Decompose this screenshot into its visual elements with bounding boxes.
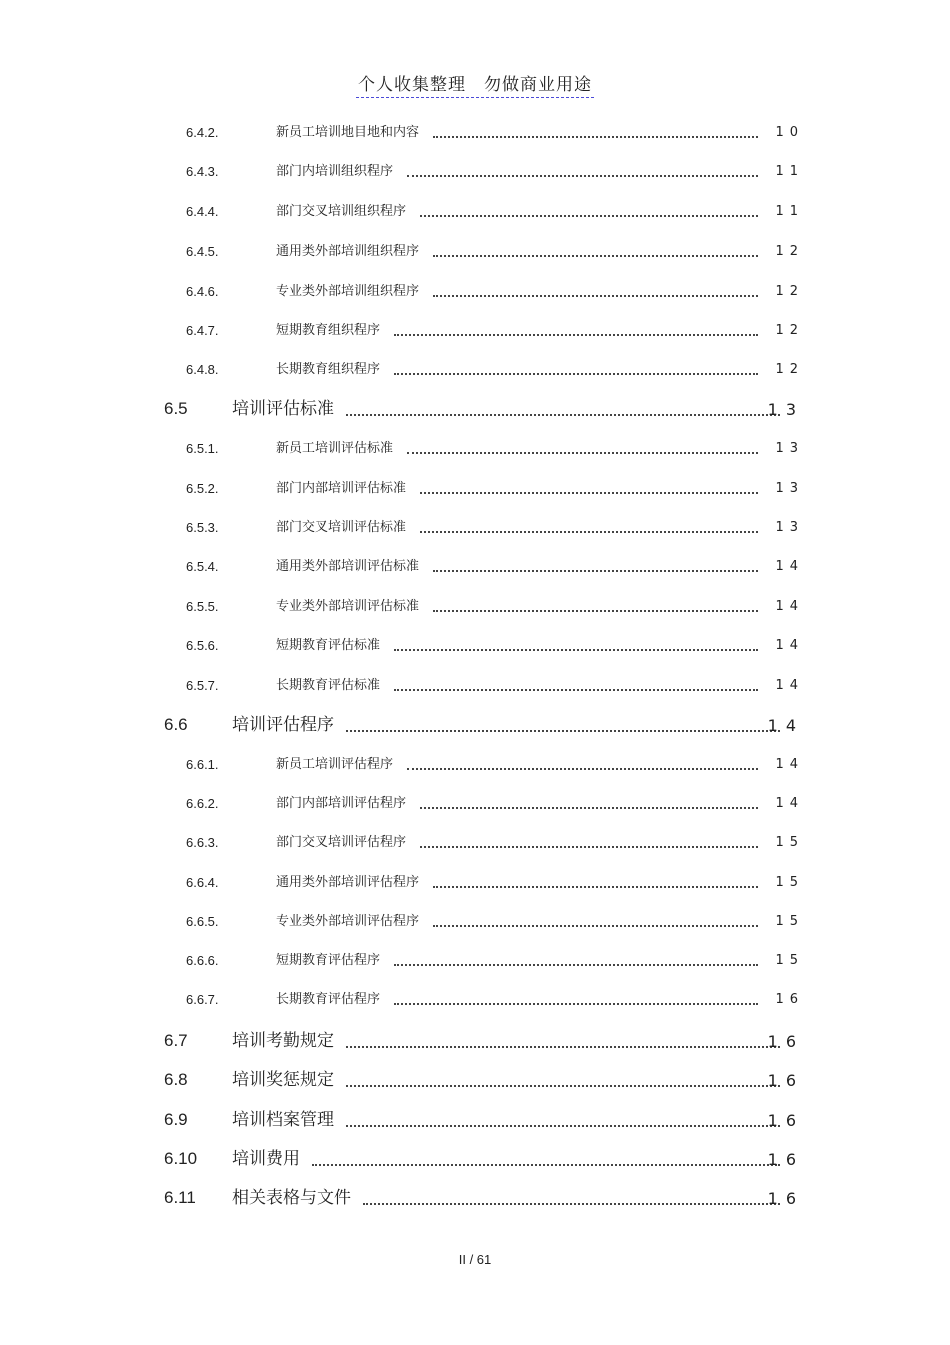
toc-entry-number: 6.4.7. (186, 323, 219, 338)
toc-entry[interactable] (0, 911, 950, 931)
toc-section-entry[interactable] (0, 1067, 950, 1091)
toc-section-number: 6.7 (164, 1031, 188, 1050)
toc-entry-number: 6.6.4. (186, 875, 219, 890)
page-number-footer: II / 61 (458, 1252, 492, 1267)
dot-leader (420, 804, 758, 809)
toc-entry-title: 新员工培训评估程序 (276, 757, 394, 772)
toc-entry[interactable] (0, 438, 950, 458)
dot-leader (433, 133, 758, 138)
toc-section-title: 培训费用 (232, 1149, 300, 1169)
toc-entry[interactable] (0, 241, 950, 261)
toc-section-entry[interactable] (0, 1028, 950, 1052)
toc-entry-page: 14 (775, 678, 804, 693)
toc-entry-number: 6.6.5. (186, 914, 219, 929)
dot-leader (346, 1082, 780, 1087)
toc-entry-title: 部门内部培训评估程序 (276, 796, 407, 811)
toc-entry[interactable] (0, 832, 950, 852)
toc-entry-number: 6.6.7. (186, 992, 219, 1007)
toc-section-page: 16 (767, 1032, 804, 1051)
toc-section-title: 培训考勤规定 (232, 1031, 334, 1051)
toc-entry-page: 14 (775, 599, 804, 614)
toc-entry[interactable] (0, 517, 950, 537)
toc-entry-title: 新员工培训评估标准 (276, 441, 394, 456)
toc-section-page: 16 (767, 1111, 804, 1130)
toc-section-number: 6.11 (164, 1188, 196, 1207)
toc-section-entry[interactable] (0, 1107, 950, 1131)
dot-leader (433, 292, 758, 297)
toc-entry-number: 6.6.6. (186, 953, 219, 968)
dot-leader (394, 646, 758, 651)
toc-section-number: 6.8 (164, 1070, 188, 1089)
toc-section-title: 培训评估标准 (232, 399, 334, 419)
toc-section-page: 16 (767, 1071, 804, 1090)
toc-entry-page: 13 (775, 520, 804, 535)
dot-leader (394, 331, 758, 336)
dot-leader (407, 765, 758, 770)
toc-section-title: 培训档案管理 (232, 1110, 334, 1130)
toc-entry-number: 6.4.8. (186, 362, 219, 377)
toc-section-number: 6.10 (164, 1149, 198, 1168)
dot-leader (433, 567, 758, 572)
toc-entry-number: 6.4.2. (186, 125, 219, 140)
toc-entry-number: 6.5.4. (186, 559, 219, 574)
toc-entry-title: 通用类外部培训评估程序 (276, 875, 420, 890)
toc-section-title: 培训评估程序 (232, 715, 334, 735)
toc-entry-page: 15 (775, 875, 804, 890)
dot-leader (420, 489, 758, 494)
toc-section-title: 相关表格与文件 (232, 1188, 351, 1208)
dot-leader (433, 252, 758, 257)
toc-entry[interactable] (0, 281, 950, 301)
toc-section-page: 13 (767, 400, 804, 419)
toc-entry-number: 6.5.1. (186, 441, 219, 456)
dot-leader (394, 686, 758, 691)
toc-entry-title: 专业类外部培训组织程序 (276, 284, 420, 299)
toc-entry[interactable] (0, 122, 950, 142)
toc-entry-title: 长期教育组织程序 (276, 362, 381, 377)
toc-entry[interactable] (0, 675, 950, 695)
toc-entry-title: 部门内部培训评估标准 (276, 481, 407, 496)
toc-entry-title: 部门内培训组织程序 (276, 164, 394, 179)
toc-entry[interactable] (0, 359, 950, 379)
toc-entry[interactable] (0, 754, 950, 774)
toc-entry-number: 6.4.3. (186, 164, 219, 179)
toc-entry[interactable] (0, 793, 950, 813)
page-header (0, 70, 950, 98)
toc-entry-title: 专业类外部培训评估标准 (276, 599, 420, 614)
dot-leader (394, 961, 758, 966)
toc-entry-number: 6.4.4. (186, 204, 219, 219)
toc-entry-title: 部门交叉培训评估程序 (276, 835, 407, 850)
toc-entry-page: 14 (775, 757, 804, 772)
toc-entry-page: 16 (775, 992, 804, 1007)
toc-entry-title: 长期教育评估标准 (276, 678, 381, 693)
dot-leader (407, 172, 758, 177)
toc-entry-title: 通用类外部培训组织程序 (276, 244, 420, 259)
toc-entry[interactable] (0, 556, 950, 576)
toc-entry-title: 部门交叉培训评估标准 (276, 520, 407, 535)
toc-entry-number: 6.5.6. (186, 638, 219, 653)
toc-entry[interactable] (0, 478, 950, 498)
header-text: 个人收集整理 勿做商业用途 (356, 70, 594, 98)
toc-entry-title: 长期教育评估程序 (276, 992, 381, 1007)
toc-entry[interactable] (0, 201, 950, 221)
toc-section-number: 6.5 (164, 399, 188, 418)
toc-section-entry[interactable] (0, 1146, 950, 1170)
toc-entry[interactable] (0, 635, 950, 655)
toc-entry-title: 短期教育评估程序 (276, 953, 381, 968)
toc-entry-number: 6.6.1. (186, 757, 219, 772)
toc-entry-page: 14 (775, 638, 804, 653)
toc-entry-page: 12 (775, 362, 804, 377)
dot-leader (394, 1000, 758, 1005)
toc-entry-page: 13 (775, 481, 804, 496)
toc-section-title: 培训奖惩规定 (232, 1070, 334, 1090)
dot-leader (394, 370, 758, 375)
toc-section-number: 6.9 (164, 1110, 188, 1129)
toc-entry[interactable] (0, 872, 950, 892)
toc-entry-title: 短期教育组织程序 (276, 323, 381, 338)
toc-entry-number: 6.6.3. (186, 835, 219, 850)
toc-entry-page: 14 (775, 796, 804, 811)
dot-leader (420, 528, 758, 533)
toc-entry-title: 新员工培训地目地和内容 (276, 125, 420, 140)
toc-entry-number: 6.4.6. (186, 284, 219, 299)
dot-leader (346, 727, 780, 732)
dot-leader (420, 212, 758, 217)
dot-leader (433, 607, 758, 612)
toc-section-entry[interactable] (0, 396, 950, 420)
toc-entry-page: 13 (775, 441, 804, 456)
toc-entry[interactable] (0, 320, 950, 340)
toc-section-page: 14 (767, 716, 804, 735)
toc-entry-page: 15 (775, 835, 804, 850)
toc-section-page: 16 (767, 1189, 804, 1208)
dot-leader (363, 1200, 780, 1205)
toc-entry-number: 6.5.3. (186, 520, 219, 535)
toc-entry-page: 14 (775, 559, 804, 574)
toc-entry-number: 6.5.5. (186, 599, 219, 614)
toc-entry[interactable] (0, 161, 950, 181)
toc-entry-title: 短期教育评估标准 (276, 638, 381, 653)
dot-leader (433, 922, 758, 927)
dot-leader (346, 1122, 780, 1127)
toc-entry-page: 11 (775, 164, 804, 179)
toc-entry-number: 6.5.2. (186, 481, 219, 496)
dot-leader (312, 1161, 780, 1166)
toc-entry[interactable] (0, 950, 950, 970)
toc-entry-page: 12 (775, 323, 804, 338)
dot-leader (433, 883, 758, 888)
toc-entry-title: 部门交叉培训组织程序 (276, 204, 407, 219)
toc-entry-number: 6.6.2. (186, 796, 219, 811)
dot-leader (346, 1043, 780, 1048)
toc-entry-page: 11 (775, 204, 804, 219)
toc-entry-title: 专业类外部培训评估程序 (276, 914, 420, 929)
toc-entry-title: 通用类外部培训评估标准 (276, 559, 420, 574)
toc-entry-page: 15 (775, 953, 804, 968)
toc-entry-page: 15 (775, 914, 804, 929)
toc-section-entry[interactable] (0, 1185, 950, 1209)
toc-entry[interactable] (0, 596, 950, 616)
toc-entry-number: 6.5.7. (186, 678, 219, 693)
toc-section-page: 16 (767, 1150, 804, 1169)
toc-entry-page: 12 (775, 244, 804, 259)
dot-leader (407, 449, 758, 454)
toc-section-entry[interactable] (0, 712, 950, 736)
toc-entry[interactable] (0, 989, 950, 1009)
toc-section-number: 6.6 (164, 715, 188, 734)
dot-leader (346, 411, 780, 416)
toc-entry-page: 12 (775, 284, 804, 299)
dot-leader (420, 843, 758, 848)
toc-entry-number: 6.4.5. (186, 244, 219, 259)
toc-entry-page: 10 (775, 125, 804, 140)
